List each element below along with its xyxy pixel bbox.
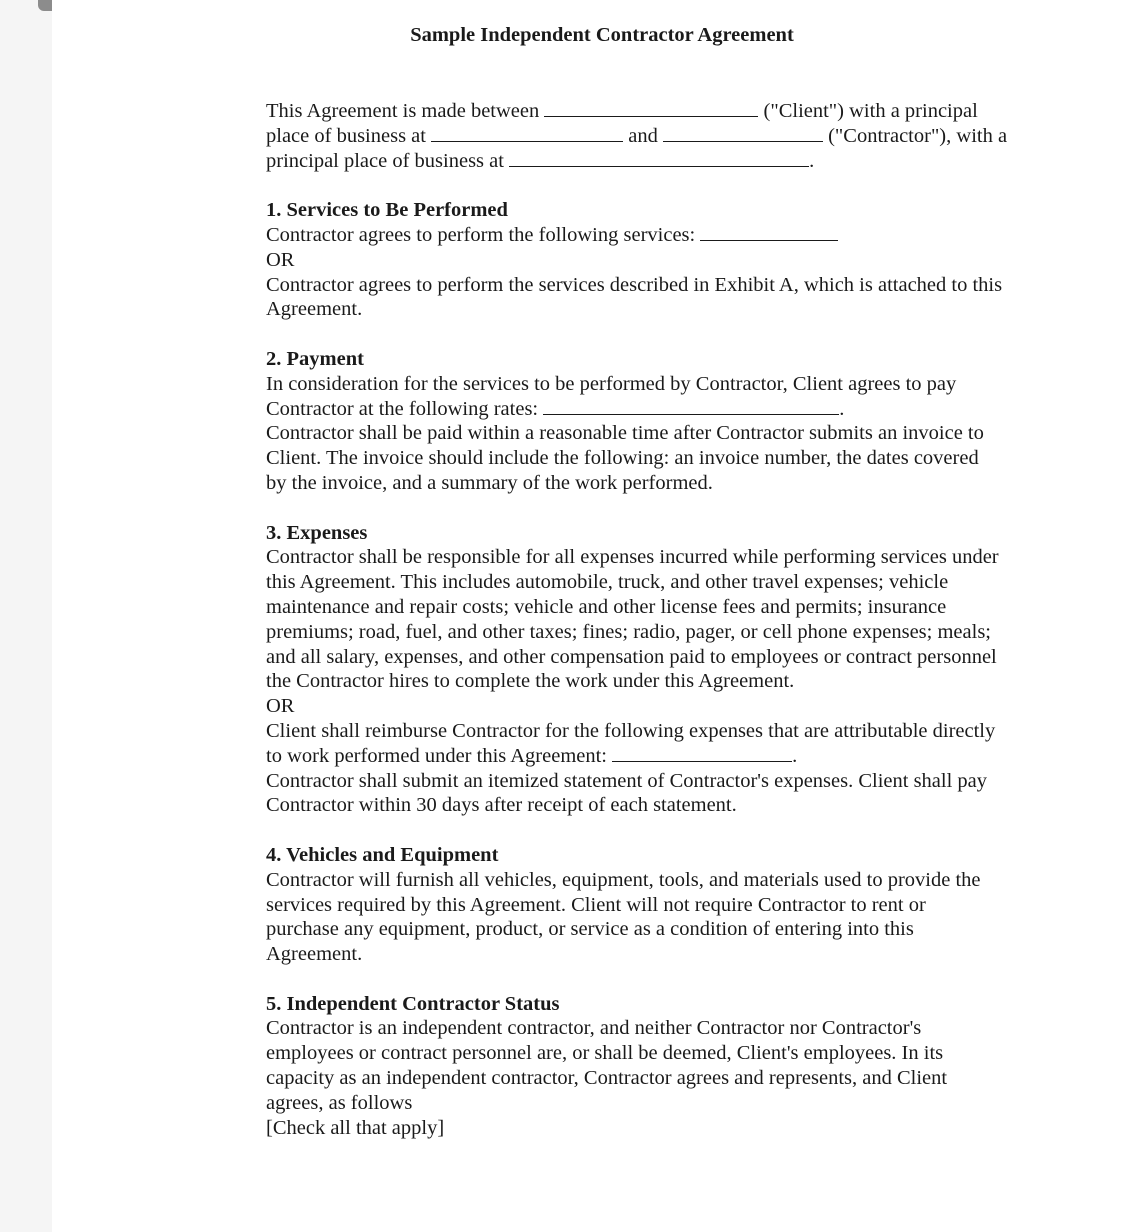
or-label: OR: [266, 248, 295, 271]
section-line: [266, 397, 1056, 422]
document-page: [52, 0, 1125, 1232]
section-text: to work performed under this Agreement:: [266, 744, 608, 767]
intro-text: principal place of business at: [266, 149, 504, 172]
section-line: and all salary, expenses, and other compensation paid to employees or contract personnel: [266, 645, 997, 668]
section-line: Contractor shall be paid within a reasonable time after Contractor submits an invoice to: [266, 422, 984, 445]
section-line: Contractor is an independent contractor, and neither Contractor nor Contractor's: [266, 1017, 922, 1040]
section-line: agrees, as follows: [266, 1091, 413, 1114]
intro-line: [266, 99, 1056, 124]
section-line: by the invoice, and a summary of the work performed.: [266, 471, 713, 494]
section-line: In consideration for the services to be performed by Contractor, Client agrees to pay: [266, 372, 957, 395]
payment-rates-blank[interactable]: [543, 397, 839, 415]
section-expenses: [266, 521, 1056, 819]
section-line: Contractor shall submit an itemized statement of Contractor's expenses. Client shall pay: [266, 769, 988, 792]
section-line: purchase any equipment, product, or service as a condition of entering into this: [266, 918, 914, 941]
section-line: Agreement.: [266, 298, 363, 321]
section-services: [266, 198, 1056, 322]
section-text: .: [792, 744, 798, 767]
section-heading: 5. Independent Contractor Status: [266, 992, 560, 1015]
section-line: [266, 223, 1056, 248]
intro-line: [266, 124, 1056, 149]
section-heading: 1. Services to Be Performed: [266, 199, 508, 222]
section-line: premiums; road, fuel, and other taxes; fines; radio, pager, or cell phone expenses; meals;: [266, 620, 991, 643]
intro-text: ("Contractor"), with a: [828, 124, 1008, 147]
section-heading: 3. Expenses: [266, 521, 368, 544]
section-line: Client shall reimburse Contractor for the following expenses that are attributable directly: [266, 719, 996, 742]
section-line: Contractor shall be responsible for all expenses incurred while performing services under: [266, 546, 999, 569]
section-heading: 4. Vehicles and Equipment: [266, 843, 499, 866]
section-line: Client. The invoice should include the following: an invoice number, the dates covered: [266, 447, 979, 470]
section-text: Contractor at the following rates:: [266, 397, 539, 420]
section-line: capacity as an independent contractor, Contractor agrees and represents, and Client: [266, 1067, 948, 1090]
contractor-name-blank[interactable]: [663, 124, 823, 142]
intro-paragraph: [266, 99, 1056, 173]
section-line: Agreement.: [266, 943, 363, 966]
section-line: maintenance and repair costs; vehicle and other license fees and permits; insurance: [266, 595, 947, 618]
section-contractor-status: [266, 992, 1056, 1141]
section-line: Contractor agrees to perform the services described in Exhibit A, which is attached to this: [266, 273, 1003, 296]
section-line: this Agreement. This includes automobile, truck, and other travel expenses; vehicle: [266, 571, 949, 594]
intro-text: place of business at: [266, 124, 426, 147]
section-vehicles: [266, 843, 1056, 967]
intro-line: [266, 149, 1056, 174]
section-line: [Check all that apply]: [266, 1116, 445, 1139]
section-text: Contractor agrees to perform the following services:: [266, 223, 696, 246]
document-title: Sample Independent Contractor Agreement: [410, 24, 794, 46]
section-text: .: [839, 397, 845, 420]
client-name-blank[interactable]: [544, 99, 758, 117]
section-payment: [266, 347, 1056, 496]
intro-text: .: [809, 149, 815, 172]
document-body: [266, 99, 1056, 1140]
section-line: [266, 744, 1056, 769]
section-line: Contractor within 30 days after receipt of each statement.: [266, 794, 737, 817]
section-line: employees or contract personnel are, or shall be deemed, Client's employees. In its: [266, 1042, 944, 1065]
intro-text: This Agreement is made between: [266, 100, 540, 122]
section-line: services required by this Agreement. Client will not require Contractor to rent or: [266, 893, 926, 916]
or-label: OR: [266, 695, 295, 718]
section-heading: 2. Payment: [266, 347, 364, 370]
intro-text: ("Client") with a principal: [763, 100, 978, 122]
section-line: the Contractor hires to complete the work under this Agreement.: [266, 670, 795, 693]
expenses-blank[interactable]: [612, 744, 792, 762]
section-line: Contractor will furnish all vehicles, equipment, tools, and materials used to provide the: [266, 868, 981, 891]
services-blank[interactable]: [700, 223, 838, 241]
client-address-blank[interactable]: [431, 124, 623, 142]
intro-text: and: [628, 124, 658, 147]
contractor-address-blank[interactable]: [509, 149, 809, 167]
